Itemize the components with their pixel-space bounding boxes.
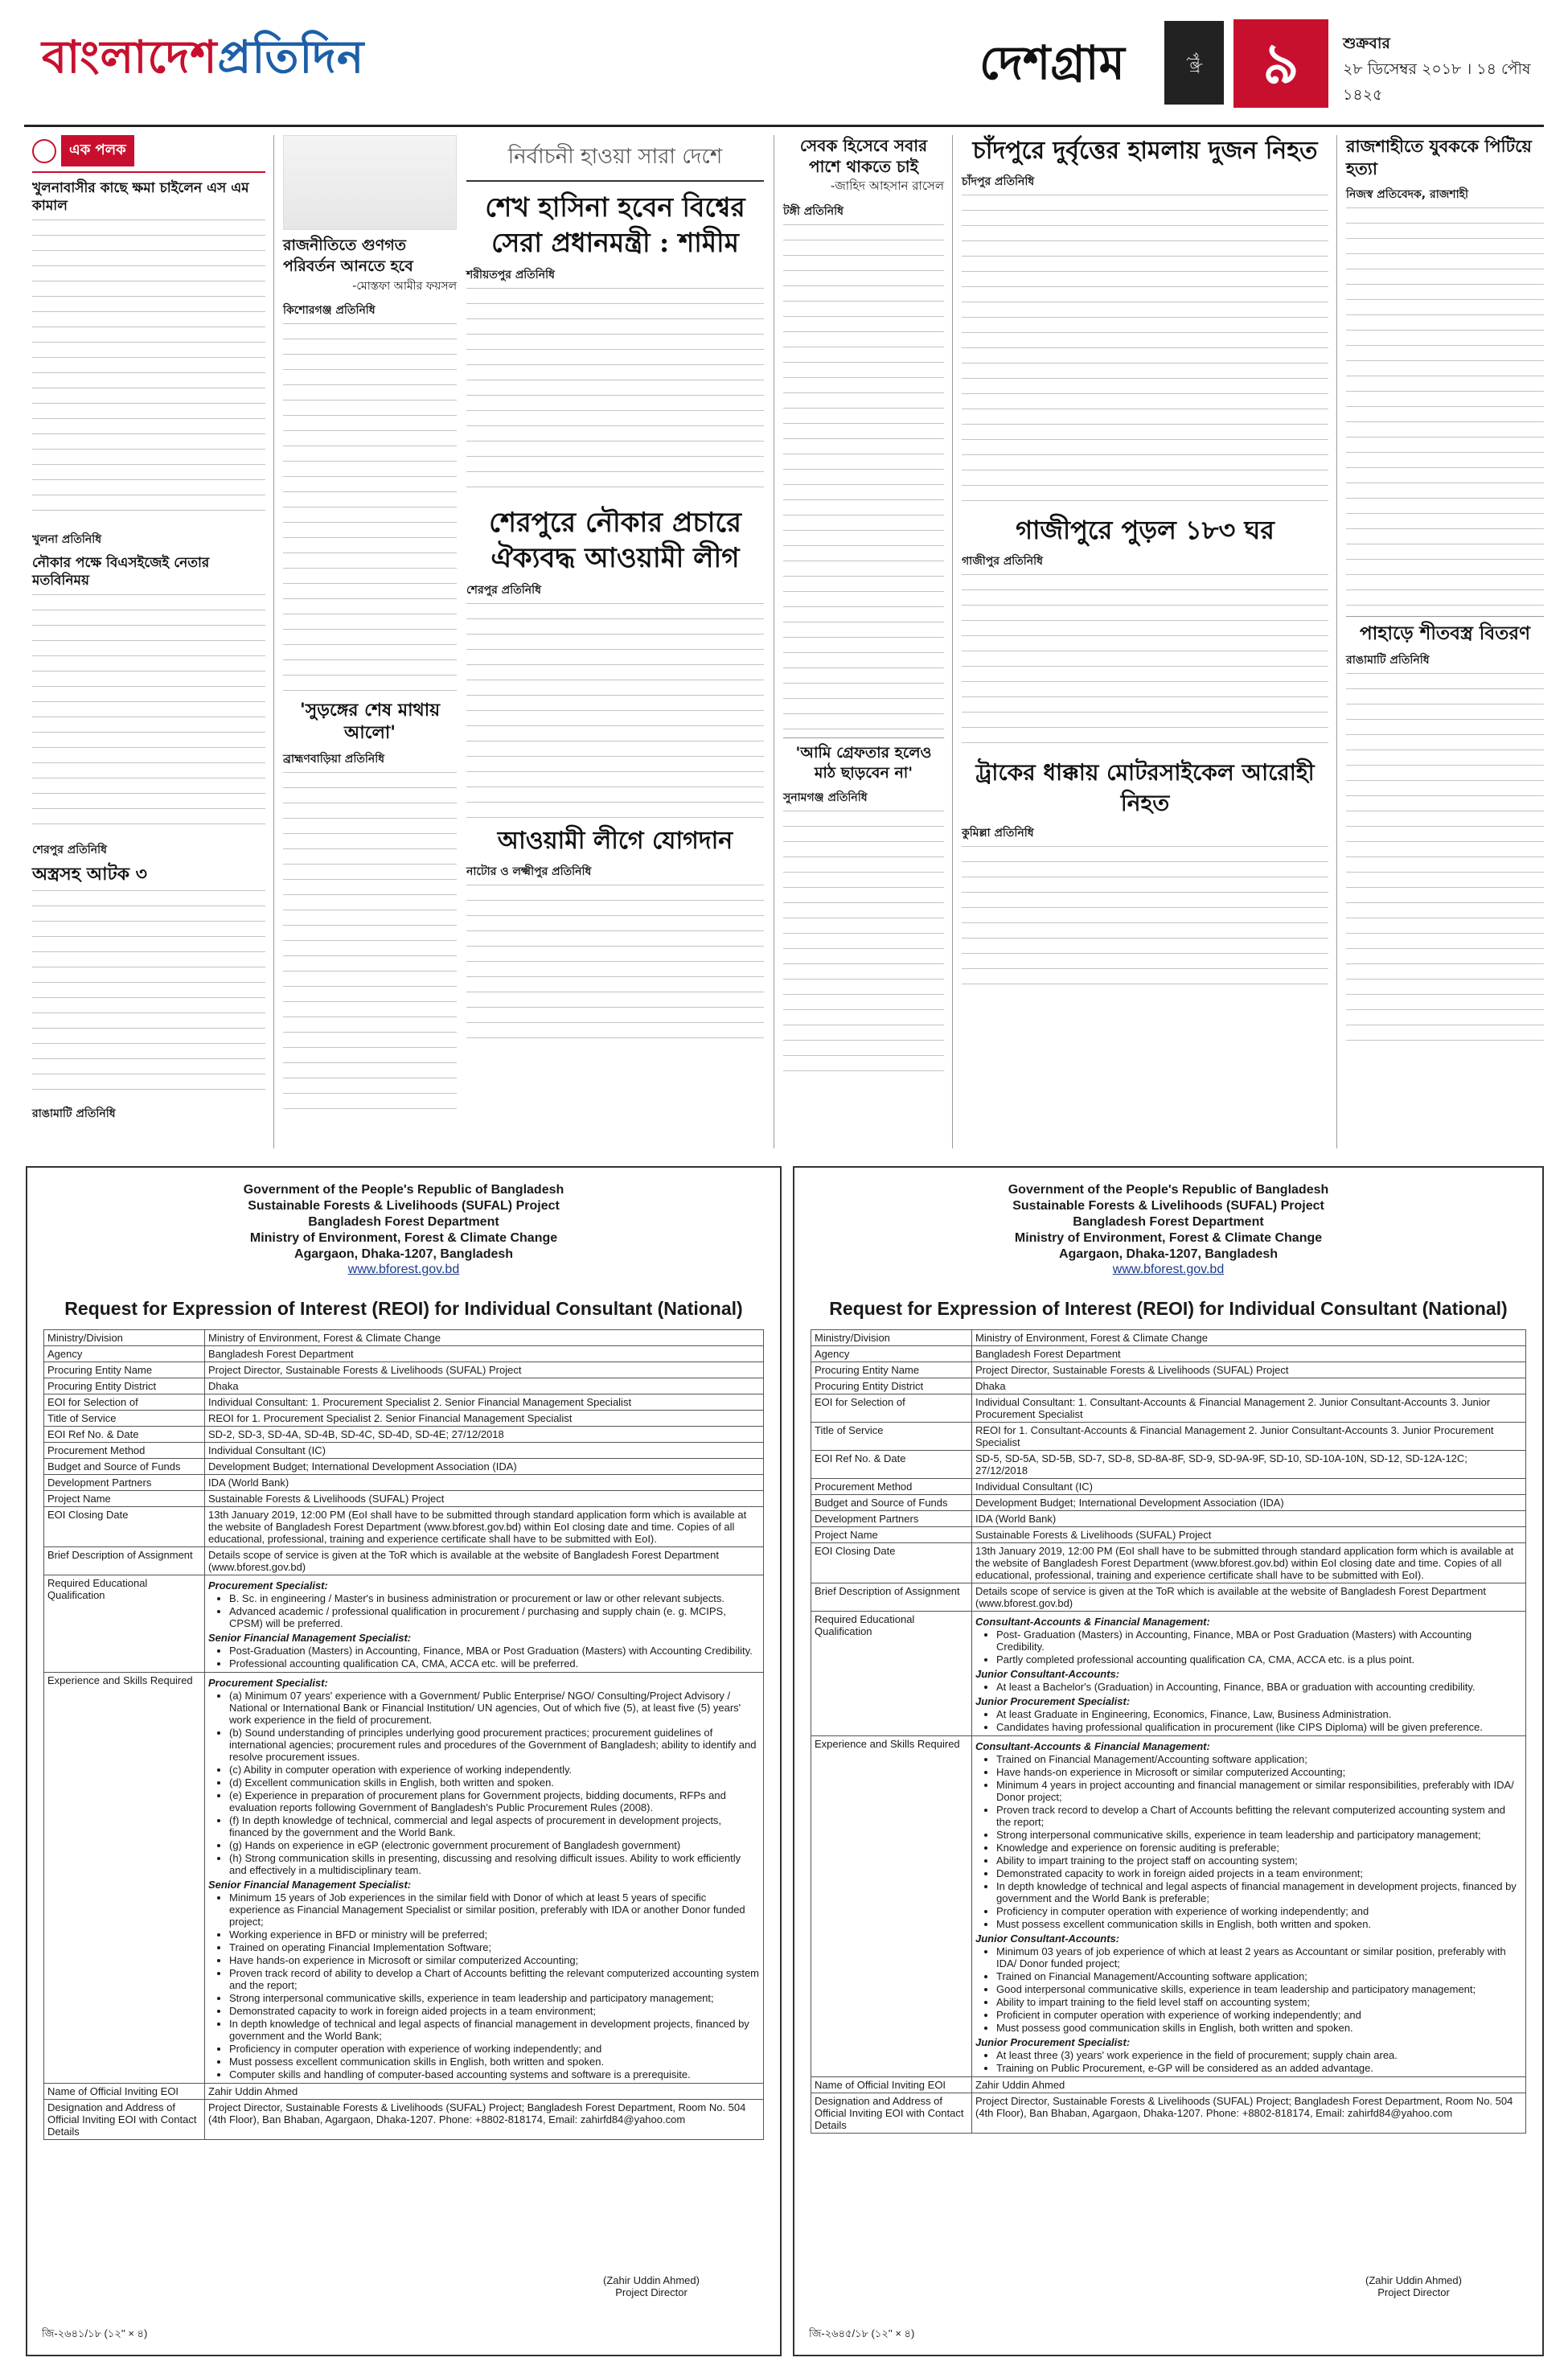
requirement-item: • Partly completed professional accounting qualification CA, CMA, ACCA etc. is a plus point. [996,1653,1522,1665]
ad-code: জি-২৬৪১/১৮ (১২'' × ৪) [42,2327,148,2339]
row-label: Required Educational Qualification [44,1575,205,1673]
brief-3[interactable] [32,865,265,1123]
row-label: Project Name [811,1527,972,1543]
requirement-item: • (g) Hands on experience in eGP (electronic government procurement of Bangladesh government) [229,1839,760,1851]
story-fire-headline[interactable]: গাজীপুরে পুড়ল ১৮৩ ঘর [1016,515,1275,545]
requirement-list [996,2049,1522,2074]
row-label: EOI for Selection of [811,1394,972,1423]
requirement-item: • Knowledge and experience on forensic auditing is preferable; [996,1842,1522,1854]
row-label: Agency [44,1346,205,1362]
story-tunnel-byline: ব্রাহ্মণবাড়িয়া প্রতিনিধি [283,753,385,766]
header-line-4: Ministry of Environment, Forest & Climate Change [249,1231,558,1245]
requirement-item: • Strong interpersonal communicative skills, experience in team leadership and participatory management; [996,1829,1522,1841]
requirement-list [996,1681,1522,1693]
official-row [811,2077,1526,2093]
requirement-item: • Ability to impart training to the field level staff on accounting system; [996,1996,1522,2008]
row-label: Budget and Source of Funds [811,1495,972,1511]
table-row [811,1583,1526,1612]
experience-row [44,1673,764,2084]
at-a-glance-label: এক পলক [61,135,134,166]
requirement-item: • (h) Strong communication skills in presenting, discussing and resolving difficult issues. Ability to work efficiently and effectively in a multidisciplinary team. [229,1852,760,1876]
requirement-list [229,1592,760,1629]
requirement-item: • Must possess excellent communication skills in English, both written and spoken. [996,1918,1522,1930]
row-label: Procuring Entity District [44,1378,205,1394]
requirement-item: • Trained on Financial Management/Accounting software application; [996,1970,1522,1982]
notice-table [43,1329,764,2140]
story-tunnel-text [283,772,457,1118]
requirement-item: • At least three (3) years' work experience in the field of procurement; supply chain area. [996,2049,1522,2061]
politics-column [283,135,457,1118]
signature-image [555,2231,748,2274]
requirement-item: • At least Graduate in Engineering, Economics, Finance, Law, Business Administration. [996,1708,1522,1720]
row-value: Dhaka [205,1378,764,1394]
row-label: Ministry/Division [811,1330,972,1346]
row-label: EOI Closing Date [44,1507,205,1547]
requirement-item: • Post-Graduation (Masters) in Accounting, Finance, MBA or Post Graduation (Masters) with Accounting Credibility. [229,1645,760,1657]
row-value: SD-2, SD-3, SD-4A, SD-4B, SD-4C, SD-4D, SD-4E; 27/12/2018 [205,1427,764,1443]
requirement-item: • Advanced academic / professional qualification in procurement / purchasing and supply chain (e. g. MCIPS, CPSM) will be preferred. [229,1605,760,1629]
reoi-notice-right [793,1166,1544,2356]
row-label: EOI Closing Date [811,1543,972,1583]
dateline [1343,31,1568,108]
row-label: Name of Official Inviting EOI [44,2084,205,2100]
table-row [811,1423,1526,1451]
row-label: Brief Description of Assignment [811,1583,972,1612]
requirement-item: • (e) Experience in preparation of procurement plans for Government projects, bidding documents, RFPs and evaluation reports following Government of Bangladesh's Public Procurement Rules (2008). [229,1789,760,1813]
requirement-item: • Computer skills and handling of computer-based accounting systems and software is a prerequisite. [229,2068,760,2080]
story-tunnel-headline[interactable]: 'সুড়ঙ্গের শেষ মাথায় আলো' [299,700,441,743]
requirement-item: • In depth knowledge of technical and legal aspects of financial management in development projects, financed by government and the World Bank; [229,2018,760,2042]
brief-1-byline: খুলনা প্রতিনিধি [32,533,102,546]
table-row [811,1511,1526,1527]
row-label: Agency [811,1346,972,1362]
brief-1-headline: খুলনাবাসীর কাছে ক্ষমা চাইলেন এস এম কামাল [32,180,249,214]
row-value: REOI for 1. Procurement Specialist 2. Senior Financial Management Specialist [205,1411,764,1427]
story-servant-quote: -জাহিদ আহসান রাসেল [830,179,944,193]
story-joining-text [466,885,764,1045]
table-row [44,1547,764,1575]
story-sherpur-text [466,603,764,820]
requirement-item: • Demonstrated capacity to work in foreign aided projects in a team environment; [996,1867,1522,1879]
row-label: Development Partners [44,1475,205,1491]
row-label: Procurement Method [44,1443,205,1459]
group-title: Junior Procurement Specialist: [975,2036,1131,2048]
requirement-item: • Proficiency in computer operation with experience of working independently; and [996,1905,1522,1917]
story-quality-change-quote: -মোস্তফা আমীর ফয়সল [352,280,457,293]
row-value: IDA (World Bank) [972,1511,1526,1527]
story-rajshahi-text [1346,207,1544,610]
story-joining-headline[interactable]: আওয়ামী লীগে যোগদান [497,827,733,855]
page-label: পৃষ্ঠা [1164,21,1224,105]
requirement-list [229,1645,760,1670]
masthead [24,6,1544,127]
requirement-item: • Proficiency in computer operation with experience of working independently; and [229,2043,760,2055]
row-label: Required Educational Qualification [811,1612,972,1736]
logo-main-text: বাংলাদেশ [42,31,218,84]
requirement-item: • Proven track record of ability to develop a Chart of Accounts befitting the relevant computerized accounting system and the report; [229,1967,760,1991]
group-title: Senior Financial Management Specialist: [208,1632,412,1644]
row-label: Experience and Skills Required [811,1736,972,2077]
table-row [44,1427,764,1443]
table-row [811,1543,1526,1583]
header-line-3: Bangladesh Forest Department [308,1215,499,1229]
requirement-item: • B. Sc. in engineering / Master's in business administration or procurement or law or other relevant subjects. [229,1592,760,1604]
tongi-column [783,135,944,1076]
notice-table [811,1329,1526,2134]
group-title: Junior Procurement Specialist: [975,1695,1131,1707]
requirement-list [229,1891,760,2080]
row-value [972,1736,1526,2077]
requirement-item: • Have hands-on experience in Microsoft or similar computerized Accounting; [996,1766,1522,1778]
story-quality-change-byline: কিশোরগঞ্জ প্রতিনিধি [283,304,376,317]
story-chandpur-headline[interactable]: চাঁদপুরে দুর্বৃত্তের হামলায় দুজন নিহত [972,137,1318,165]
table-row [811,1527,1526,1543]
requirement-item: • At least a Bachelor's (Graduation) in Accounting, Finance, BBA or graduation with accounting credibility. [996,1681,1522,1693]
row-label: EOI for Selection of [44,1394,205,1411]
notice-title: Request for Expression of Interest (REOI) for Individual Consultant (National) [829,1298,1508,1319]
reoi-notice-left [26,1166,782,2356]
group-title: Consultant-Accounts & Financial Management: [975,1616,1210,1628]
group-title: Junior Consultant-Accounts: [975,1932,1120,1945]
row-label: Development Partners [811,1511,972,1527]
row-label: Brief Description of Assignment [44,1547,205,1575]
row-value: Ministry of Environment, Forest & Climate Change [205,1330,764,1346]
day: শুক্রবার [1343,35,1390,52]
requirement-item: • Post- Graduation (Masters) in Accounting, Finance, MBA or Post Graduation (Masters) with Accounting Credibility. [996,1629,1522,1653]
signatory-name: (Zahir Uddin Ahmed) [603,2274,700,2286]
experience-row [811,1736,1526,2077]
story-servant-byline: টঙ্গী প্রতিনিধি [783,205,844,218]
brief-3-byline: রাঙামাটি প্রতিনিধি [32,1107,116,1120]
requirement-item: • Trained on Financial Management/Accounting software application; [996,1753,1522,1765]
row-value: Development Budget; International Development Association (IDA) [972,1495,1526,1511]
row-label: Procuring Entity Name [44,1362,205,1378]
website-link[interactable]: www.bforest.gov.bd [1112,1263,1225,1276]
at-a-glance-column [32,135,265,1127]
table-row [44,1346,764,1362]
brief-2[interactable] [32,554,265,860]
row-label: Project Name [44,1491,205,1507]
requirement-item: • (a) Minimum 07 years' experience with a Government/ Public Enterprise/ NGO/ Consulting/Project Advisory / National or International Bank or Financial Institution/ UN agencies, Out of which five (5), at least five (5) years' work experience in the field of procurement. [229,1690,760,1726]
story-servant-headline[interactable]: সেবক হিসেবে সবার পাশে থাকতে চাই [799,136,928,176]
brief-2-text [32,594,265,836]
column-divider [273,135,274,1148]
row-label: EOI Ref No. & Date [811,1451,972,1479]
story-sherpur-byline: শেরপুর প্রতিনিধি [466,584,541,597]
ballot-box-image [283,135,457,230]
requirement-item: • Good interpersonal communicative skills, experience in team leadership and participatory management; [996,1983,1522,1995]
row-label: Budget and Source of Funds [44,1459,205,1475]
row-value: Individual Consultant: 1. Consultant-Accounts & Financial Management 2. Junior Consultant-Accounts 3. Junior Procurement Specialist [972,1394,1526,1423]
requirement-item: • Candidates having professional qualification in procurement (like CIPS Diploma) will be given preference. [996,1721,1522,1733]
story-fire-byline: গাজীপুর প্রতিনিধি [962,555,1044,568]
requirement-list [996,1708,1522,1733]
signature-block [1317,2231,1510,2298]
story-truck-byline: কুমিল্লা প্রতিনিধি [962,827,1034,840]
row-value: Ministry of Environment, Forest & Climate Change [972,1330,1526,1346]
row-label: Name of Official Inviting EOI [811,2077,972,2093]
brief-1[interactable] [32,179,265,549]
row-value: IDA (World Bank) [205,1475,764,1491]
qualification-row [44,1575,764,1673]
signatory-title: Project Director [615,2286,688,2298]
story-arrest-headline[interactable]: 'আমি গ্রেফতার হলেও মাঠ ছাড়বেন না' [783,737,944,783]
page-number: ৯ [1233,19,1328,108]
requirement-item: • Have hands-on experience in Microsoft or similar computerized Accounting; [229,1954,760,1966]
header-line-2: Sustainable Forests & Livelihoods (SUFAL) Project [248,1199,560,1213]
table-row [811,1330,1526,1346]
row-value: Bangladesh Forest Department [972,1346,1526,1362]
signature-block [555,2231,748,2298]
row-value: Individual Consultant: 1. Procurement Specialist 2. Senior Financial Management Specialist [205,1394,764,1411]
requirement-item: • (d) Excellent communication skills in English, both written and spoken. [229,1776,760,1789]
brief-3-text [32,890,265,1099]
notice-header [43,1182,764,1263]
column-divider [1336,135,1337,1148]
header-line-5: Agargaon, Dhaka-1207, Bangladesh [1058,1247,1279,1261]
row-value: Project Director, Sustainable Forests & Livelihoods (SUFAL) Project [972,1362,1526,1378]
requirement-item: • Must possess excellent communication skills in English, both written and spoken. [229,2056,760,2068]
story-chandpur-byline: চাঁদপুর প্রতিনিধি [962,175,1035,188]
requirement-item: • Demonstrated capacity to work in foreign aided projects in a team environment; [229,2005,760,2017]
story-rajshahi-headline[interactable]: রাজশাহীতে যুবককে পিটিয়ে হত্যা [1346,137,1532,179]
row-value [972,1612,1526,1736]
story-truck-text [962,846,1328,991]
requirement-item: • Working experience in BFD or ministry will be preferred; [229,1928,760,1941]
story-servant-text [783,224,944,731]
group-title: Senior Financial Management Specialist: [208,1879,412,1891]
header-line-1: Government of the People's Republic of Bangladesh [1008,1183,1329,1197]
row-value: Project Director, Sustainable Forests & Livelihoods (SUFAL) Project; Bangladesh Forest Department, Room No. 504 (4th Floor), Ban Bhaban, Agargaon, Dhaka-1207. Phone: +8802-818174, Email: zahirfd84@yahoo.com [972,2093,1526,2134]
row-label: Procuring Entity Name [811,1362,972,1378]
table-row [44,1459,764,1475]
election-column [466,135,764,1045]
header-line-1: Government of the People's Republic of Bangladesh [243,1183,564,1197]
official-row [44,2084,764,2100]
requirement-item: • Training on Public Procurement, e-GP will be considered as an added advantage. [996,2062,1522,2074]
date: ২৮ ডিসেম্বর ২০১৮ । ১৪ পৌষ ১৪২৫ [1343,60,1531,104]
row-label: Procurement Method [811,1479,972,1495]
row-value [205,1575,764,1673]
signature-image [1317,2231,1510,2274]
story-truck-headline[interactable]: ট্রাকের ধাক্কায় মোটরসাইকেল আরোহী নিহত [975,759,1315,816]
table-row [811,1362,1526,1378]
contact-row [811,2093,1526,2134]
table-row [811,1451,1526,1479]
newspaper-logo[interactable] [42,23,364,98]
group-title: Consultant-Accounts & Financial Management: [975,1740,1210,1752]
requirement-list [996,1945,1522,2034]
table-row [811,1495,1526,1511]
story-quality-change-headline[interactable]: রাজনীতিতে গুণগত পরিবর্তন আনতে হবে [283,236,413,275]
contact-row [44,2100,764,2140]
qualification-row [811,1612,1526,1736]
row-value: Development Budget; International Development Association (IDA) [205,1459,764,1475]
header-line-2: Sustainable Forests & Livelihoods (SUFAL) Project [1012,1199,1324,1213]
row-value: REOI for 1. Consultant-Accounts & Financial Management 2. Junior Consultant-Accounts 3. Junior Procurement Specialist [972,1423,1526,1451]
table-row [44,1378,764,1394]
group-title: Procurement Specialist: [208,1677,328,1689]
table-row [44,1330,764,1346]
row-label: Designation and Address of Official Inviting EOI with Contact Details [811,2093,972,2134]
lead-story-byline: শরীয়তপুর প্রতিনিধি [466,269,555,281]
crime-column [962,135,1328,991]
row-value: Zahir Uddin Ahmed [972,2077,1526,2093]
row-label: Procuring Entity District [811,1378,972,1394]
section-title: দেশগ্রাম [979,35,1125,90]
row-value: SD-5, SD-5A, SD-5B, SD-7, SD-8, SD-8A-8F, SD-9, SD-9A-9F, SD-10, SD-10A-10N, SD-12, SD-12A-12C; 27/12/2018 [972,1451,1526,1479]
table-row [811,1346,1526,1362]
story-blanket-byline: রাঙামাটি প্রতিনিধি [1346,654,1430,667]
requirement-item: • Trained on operating Financial Implementation Software; [229,1941,760,1953]
notice-header [811,1182,1526,1263]
row-value: 13th January 2019, 12:00 PM (EoI shall have to be submitted through standard application form which is available at the website of Bangladesh Forest Department (www.bforest.gov.bd) within EoI closing date and time. Copies of all educational, professional, training and experience certificate shall have to be submitted with EoI). [205,1507,764,1547]
story-sherpur-headline[interactable]: শেরপুরে নৌকার প্রচারে ঐক্যবদ্ধ আওয়ামী লীগ [489,507,741,574]
lead-story-headline[interactable]: শেখ হাসিনা হবেন বিশ্বের সেরা প্রধানমন্ত্রী : শামীম [485,191,745,258]
row-label: Designation and Address of Official Inviting EOI with Contact Details [44,2100,205,2140]
logo-second-text: প্রতিদিন [217,31,365,84]
glance-icon [32,139,56,163]
row-value: Zahir Uddin Ahmed [205,2084,764,2100]
table-row [44,1443,764,1459]
table-row [44,1394,764,1411]
header-line-4: Ministry of Environment, Forest & Climate Change [1014,1231,1323,1245]
requirement-item: • Strong interpersonal communicative skills, experience in team leadership and participatory management; [229,1992,760,2004]
section-banner: নির্বাচনী হাওয়া সারা দেশে [466,135,764,182]
requirement-item: • Professional accounting qualification CA, CMA, ACCA etc. will be preferred. [229,1657,760,1670]
story-joining-byline: নাটোর ও লক্ষ্মীপুর প্রতিনিধি [466,865,592,878]
requirement-item: • Ability to impart training to the project staff on accounting system; [996,1854,1522,1867]
requirement-item: • In depth knowledge of technical and legal aspects of financial management in development projects, financed by government and the World Bank is preferable; [996,1880,1522,1904]
requirement-list [996,1753,1522,1930]
row-label: Title of Service [44,1411,205,1427]
story-chandpur-text [962,195,1328,508]
table-row [811,1394,1526,1423]
story-quality-change-text [283,323,457,693]
row-label: Title of Service [811,1423,972,1451]
row-value: Sustainable Forests & Livelihoods (SUFAL) Project [972,1527,1526,1543]
requirement-item: • Minimum 4 years in project accounting and financial management or similar responsibilities, preferably with IDA/ Donor project; [996,1779,1522,1803]
header-line-5: Agargaon, Dhaka-1207, Bangladesh [293,1247,514,1261]
table-row [44,1475,764,1491]
story-blanket-text [1346,673,1544,1051]
rajshahi-column [1346,135,1544,1051]
requirement-item: • (b) Sound understanding of principles underlying good procurement practices; procurement guidelines of international agencies; procurement rules and procedures of the Government of Bangladesh; ability to identify and resolve procurement issues. [229,1727,760,1763]
requirement-item: • Minimum 15 years of Job experiences in the similar field with Donor of which at least 5 years of specific experience as Financial Management Specialist or similar position, preferably with IDA or another Donor funded project; [229,1891,760,1928]
table-row [44,1411,764,1427]
row-value: Project Director, Sustainable Forests & Livelihoods (SUFAL) Project; Bangladesh Forest Department, Room No. 504 (4th Floor), Ban Bhaban, Agargaon, Dhaka-1207. Phone: +8802-818174, Email: zahirfd84@yahoo.com [205,2100,764,2140]
signatory-name: (Zahir Uddin Ahmed) [1365,2274,1462,2286]
row-value: 13th January 2019, 12:00 PM (EoI shall have to be submitted through standard application form which is available at the website of Bangladesh Forest Department (www.bforest.gov.bd) within EoI closing date and time. Copies of all educational, professional, training and experience certificate shall have to be submitted with EoI). [972,1543,1526,1583]
row-value: Project Director, Sustainable Forests & Livelihoods (SUFAL) Project [205,1362,764,1378]
table-row [811,1378,1526,1394]
notice-title: Request for Expression of Interest (REOI) for Individual Consultant (National) [64,1298,743,1319]
story-arrest-text [783,811,944,1076]
requirement-item: • Must possess good communication skills in English, both written and spoken. [996,2022,1522,2034]
row-value: Details scope of service is given at the ToR which is available at the website of Bangladesh Forest Department (www.bforest.gov.bd) [972,1583,1526,1612]
row-label: EOI Ref No. & Date [44,1427,205,1443]
table-row [44,1491,764,1507]
brief-2-headline: নৌকার পক্ষে বিএসইজেই নেতার মতবিনিময় [32,555,210,589]
requirement-list [229,1690,760,1876]
website-link[interactable]: www.bforest.gov.bd [347,1263,460,1276]
row-value: Bangladesh Forest Department [205,1346,764,1362]
requirement-item: • Proficient in computer operation with experience of working independently; and [996,2009,1522,2021]
requirement-item: • Proven track record to develop a Chart of Accounts befitting the relevant computerized accounting system and the report; [996,1804,1522,1828]
row-label: Experience and Skills Required [44,1673,205,2084]
row-value: Individual Consultant (IC) [205,1443,764,1459]
brief-3-headline: অস্ত্রসহ আটক ৩ [32,865,147,885]
group-title: Procurement Specialist: [208,1579,328,1592]
story-rajshahi-byline: নিজস্ব প্রতিবেদক, রাজশাহী [1346,188,1468,201]
table-row [44,1507,764,1547]
table-row [811,1479,1526,1495]
ad-code: জি-২৬৪৫/১৮ (১২'' × ৪) [809,2327,915,2339]
row-value: Details scope of service is given at the ToR which is available at the website of Bangladesh Forest Department (www.bforest.gov.bd) [205,1547,764,1575]
row-value: Individual Consultant (IC) [972,1479,1526,1495]
row-value: Dhaka [972,1378,1526,1394]
requirement-item: • (f) In depth knowledge of technical, commercial and legal aspects of procurement in development projects, financed by the government and the World Bank. [229,1814,760,1838]
group-title: Junior Consultant-Accounts: [975,1668,1120,1680]
requirement-item: • (c) Ability in computer operation with experience of working independently. [229,1764,760,1776]
lead-story-text [466,288,764,497]
story-arrest-byline: সুনামগঞ্জ প্রতিনিধি [783,791,868,804]
brief-2-byline: শেরপুর প্রতিনিধি [32,844,107,856]
requirement-item: • Minimum 03 years of job experience of which at least 2 years as Accountant or similar position, preferably with IDA/ Donor funded project; [996,1945,1522,1969]
signatory-title: Project Director [1377,2286,1450,2298]
brief-1-text [32,220,265,525]
table-row [44,1362,764,1378]
requirement-list [996,1629,1522,1665]
story-fire-text [962,574,1328,751]
story-blanket-headline[interactable]: পাহাড়ে শীতবস্ত্র বিতরণ [1346,616,1544,646]
row-value: Sustainable Forests & Livelihoods (SUFAL) Project [205,1491,764,1507]
column-divider [952,135,953,1148]
row-label: Ministry/Division [44,1330,205,1346]
header-line-3: Bangladesh Forest Department [1073,1215,1264,1229]
row-value [205,1673,764,2084]
